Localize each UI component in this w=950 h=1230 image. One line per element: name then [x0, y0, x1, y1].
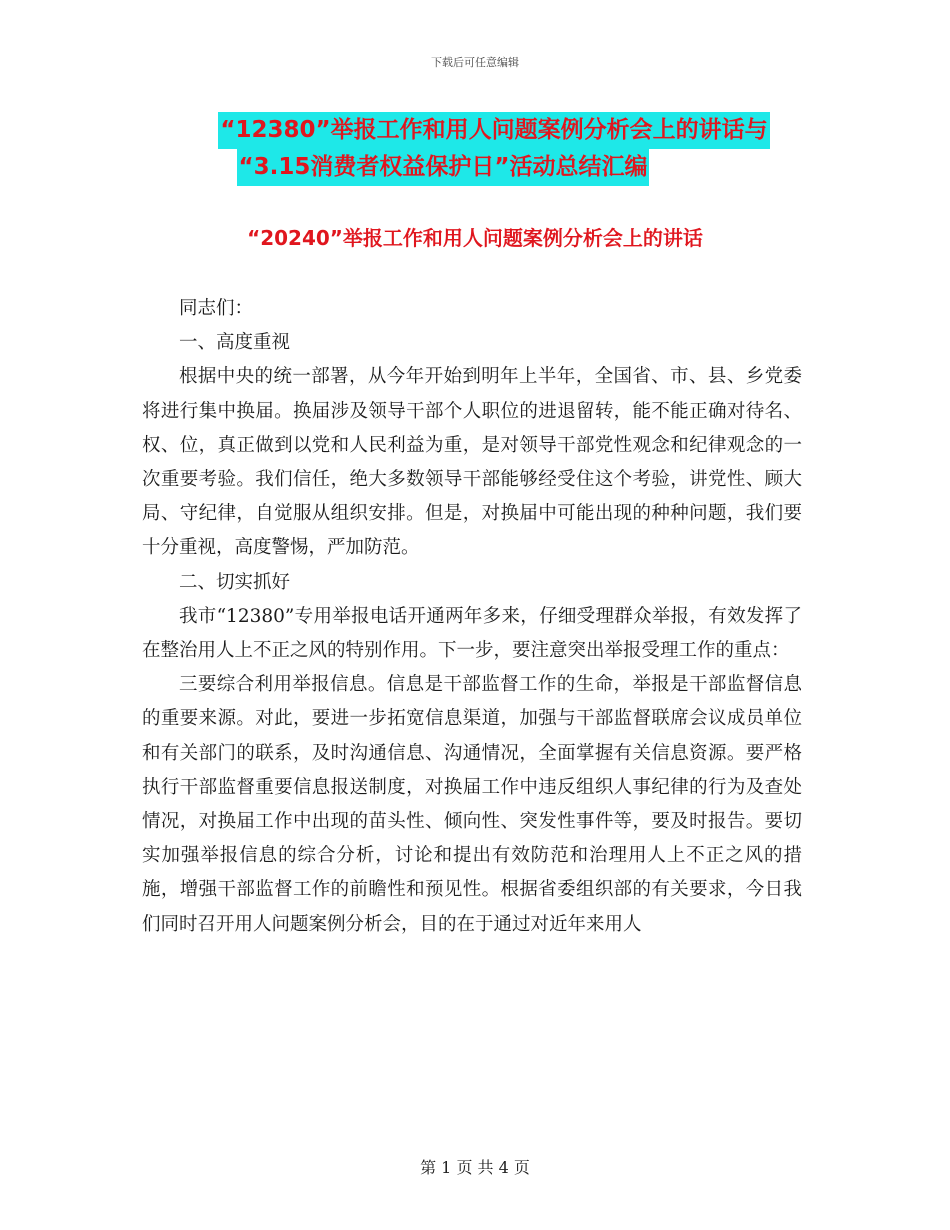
section-title: “20240”举报工作和用人问题案例分析会上的讲话: [247, 226, 703, 250]
page-footer: 第 1 页 共 4 页: [420, 1158, 530, 1177]
heading-2: 二、切实抓好: [179, 571, 291, 593]
salutation: 同志们：: [179, 298, 254, 319]
paragraph: 三要综合利用举报信息。信息是干部监督工作的生命，举报是干部监督信息的重要来源。对此，要进一步拓宽信息渠道，加强与干部监督联席会议成员单位和有关部门的联系，及时沟通信息、沟通情况，全面掌握有关信息资源。要严格执行干部监督重要信息报送制度，对换届工作中违反组织人事纪律的行为及查处情况，对换届工作中出现的苗头性、倾向性、突发性事件等，要及时报告。要切实加强举报信息的综合分析，讨论和提出有效防范和治理用人上不正之风的措施，增强干部监督工作的前瞻性和预见性。根据省委组织部的有关要求，今日我们同时召开用人问题案例分析会，目的在于通过对近年来用人: [142, 674, 802, 935]
paragraph: 我市“12380”专用举报电话开通两年多来，仔细受理群众举报，有效发挥了在整治用人上不正之风的特别作用。下一步，要注意突出举报受理工作的重点：: [142, 605, 802, 662]
heading-1: 一、高度重视: [179, 332, 291, 354]
header-note: 下载后可任意编辑: [431, 56, 519, 69]
paragraph: 根据中央的统一部署，从今年开始到明年上半年，全国省、市、县、乡党委将进行集中换届。换届涉及领导干部个人职位的进退留转，能不能正确对待名、权、位，真正做到以党和人民利益为重，是对领导干部党性观念和纪律观念的一次重要考验。我们信任，绝大多数领导干部能够经受住这个考验，讲党性、顾大局、守纪律，自觉服从组织安排。但是，对换届中可能出现的种种问题，我们要十分重视，高度警惕，严加防范。: [142, 366, 802, 559]
title-line-1: “12380”举报工作和用人问题案例分析会上的讲话与: [218, 112, 769, 149]
title-line-2: “3.15消费者权益保护日”活动总结汇编: [237, 149, 650, 186]
document-title: [0, 112, 950, 186]
body-text: [142, 292, 802, 942]
